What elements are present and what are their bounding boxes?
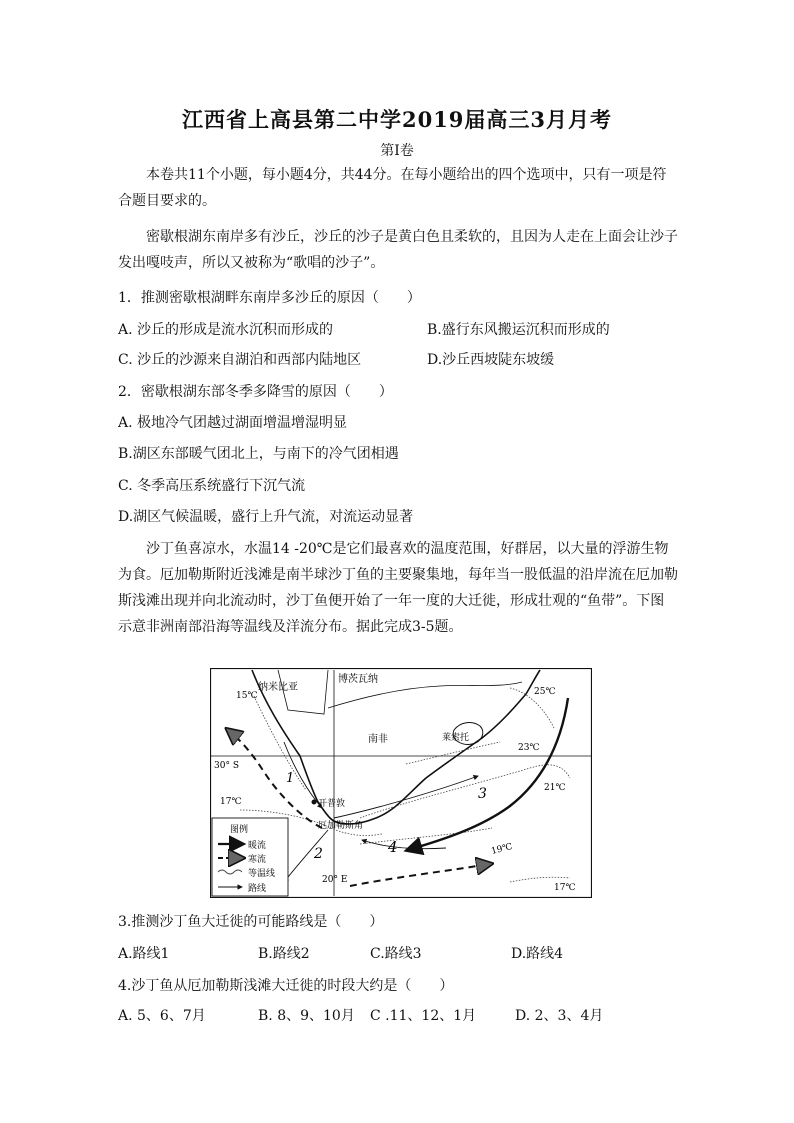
question-3-option-c: C.路线3 — [370, 946, 422, 962]
label-iso-23: 23℃ — [518, 743, 540, 753]
map-legend — [212, 818, 288, 896]
question-2-option-d: D.湖区气候温暖，盛行上升气流，对流运动显著 — [118, 509, 414, 525]
question-1-option-c: C. 沙丘的沙源来自湖泊和西部内陆地区 — [118, 352, 362, 368]
capetown-dot — [312, 800, 317, 805]
africa-south-coast-map — [210, 668, 592, 898]
question-1-stem: 1．推测密歇根湖畔东南岸多沙丘的原因（ ） — [118, 290, 421, 306]
label-iso-17-east: 17℃ — [554, 883, 576, 893]
question-1-option-a: A. 沙丘的形成是流水沉积而形成的 — [118, 322, 334, 338]
label-lat30: 30° S — [214, 761, 239, 771]
label-iso-21: 21℃ — [544, 783, 566, 793]
label-namibia: 纳米比亚 — [258, 682, 298, 693]
label-iso-15: 15℃ — [236, 691, 258, 701]
section-title: 第Ⅰ卷 — [380, 143, 414, 159]
legend-isotherm: 等温线 — [248, 869, 276, 879]
question-3-stem: 3.推测沙丁鱼大迁徙的可能路线是（ ） — [118, 914, 384, 930]
label-south-africa: 南非 — [368, 734, 388, 745]
question-4-option-b: B. 8、9、10月 — [258, 1008, 355, 1024]
legend-warm: 暖流 — [248, 841, 267, 851]
question-3-option-d: D.路线4 — [511, 946, 564, 962]
question-1-option-d: D.沙丘西坡陡东坡缓 — [427, 352, 555, 368]
question-4-stem: 4.沙丁鱼从厄加勒斯浅滩大迁徙的时段大约是（ ） — [118, 978, 454, 994]
label-iso-17-west: 17℃ — [220, 797, 242, 807]
page-title: 江西省上高县第二中学2019届高三3月月考 — [181, 107, 613, 132]
label-lon20: 20° E — [322, 875, 348, 885]
question-4-option-a: A. 5、6、7月 — [118, 1008, 206, 1024]
question-4-option-c: C .11、12、1月 — [370, 1008, 477, 1024]
question-2-option-b: B.湖区东部暖气团北上，与南下的冷气团相遇 — [118, 446, 399, 462]
passage-sardine: 沙丁鱼喜凉水，水温14 -20℃是它们最喜欢的温度范围，好群居，以大量的浮游生物为食。厄加勒斯附近浅滩是南半球沙丁鱼的主要聚集地，每年当一股低温的沿岸流在厄加勒斯浅滩出现并向北流动时，沙丁鱼便开始了一年一度的大迁徙，形成壮观的“鱼带”。下图示意非洲南部沿海等温线及洋流分布。据此完成3-5题。 — [118, 541, 678, 635]
label-route-1: 1 — [286, 771, 295, 786]
question-2-stem: 2．密歇根湖东部冬季多降雪的原因（ ） — [118, 384, 393, 400]
legend-cold: 寒流 — [248, 855, 267, 865]
question-2-option-c: C. 冬季高压系统盛行下沉气流 — [118, 478, 306, 494]
question-2-option-a: A. 极地冷气团越过湖面增温增湿明显 — [118, 415, 348, 431]
passage-michigan: 密歇根湖东南岸多有沙丘，沙丘的沙子是黄白色且柔软的，且因为人走在上面会让沙子发出嘎吱声，所以又被称为“歌唱的沙子”。 — [118, 229, 678, 271]
question-4-option-d: D. 2、3、4月 — [515, 1008, 604, 1024]
label-iso-25: 25℃ — [534, 687, 556, 697]
label-botswana: 博茨瓦纳 — [338, 674, 378, 685]
label-route-4: 4 — [388, 838, 398, 856]
question-3-option-a: A.路线1 — [118, 946, 170, 962]
label-capetown: 开普敦 — [318, 799, 346, 809]
question-3-option-b: B.路线2 — [258, 946, 310, 962]
legend-route: 路线 — [248, 884, 267, 894]
label-lesotho: 莱索托 — [442, 733, 470, 743]
question-1-option-b: B.盛行东风搬运沉积而形成的 — [427, 322, 610, 338]
intro-paragraph: 本卷共11个小题，每小题4分，共44分。在每小题给出的四个选项中，只有一项是符合题目要求的。 — [118, 167, 667, 209]
legend-title: 图例 — [230, 825, 249, 835]
label-route-2: 2 — [314, 846, 323, 862]
label-iso-19: 19℃ — [490, 841, 514, 857]
label-agulhas: 厄加勒斯角 — [318, 821, 364, 831]
label-route-3: 3 — [478, 786, 487, 802]
